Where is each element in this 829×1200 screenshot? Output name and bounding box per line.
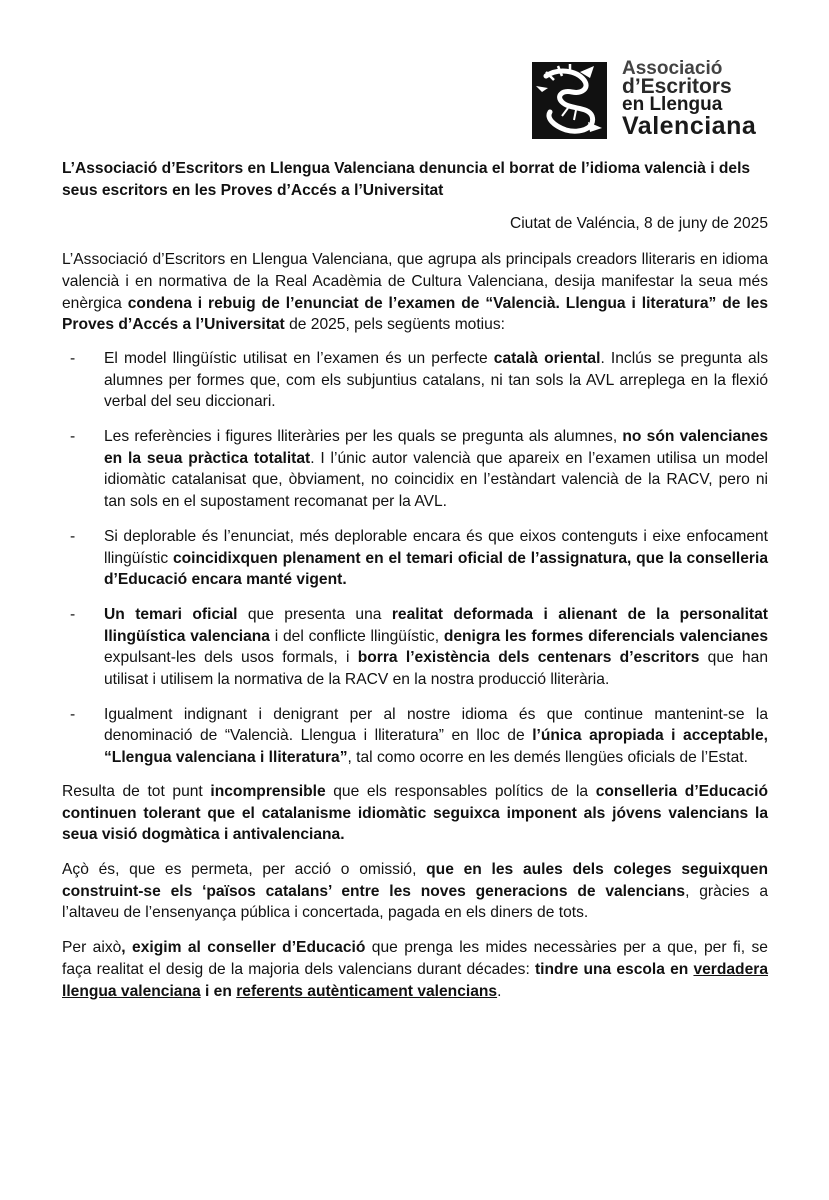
list-item-text [104,428,768,510]
list-item-text [104,706,768,766]
bold-text-run: i en [200,982,237,1000]
closing-paragraph-3 [62,937,768,1002]
association-logo [532,60,762,144]
bold-text-run: verdadera llengua valenciana [62,960,768,1000]
logo-line-4: Valenciana [622,112,757,140]
bold-text-run: borra l’existència dels centenars d’escritors [357,649,700,667]
text-run: de 2025, pels següents motius: [284,316,505,334]
list-item: - El model llingüístic utilisat en l’examen és un perfecte català oriental. Inclús se pregunta als alumnes per formes que, com els subjuntius catalans, ni tan sols la AVL arreplega en la flexió verbal del seu diccionari. [70,349,768,411]
document-title: L’Associació d’Escritors en Llengua Valenciana denuncia el borrat de l’idioma valencià i dels seus escritors en les Proves d’Accés a l’Universitat [62,160,751,199]
text-run: L’Associació d’Escritors en Llengua Valenciana, que agrupa als principals creadors lliteraris en idioma valencià i en normativa de la Real Acadèmia de Cultura Valenciana, desija manifestar la seua més enèrgica [62,251,768,312]
bold-text-run: denigra les formes diferencials valencianes [443,627,769,645]
bold-text-run: no són valencianes en la seua pràctica totalitat [104,428,768,467]
list-item: - Igualment indignant i denigrant per al nostre idioma és que continue mantenint-se la denominació de “Valencià. Llengua i lliteratura” en lloc de l’única apropiada i acceptable, “Llengua valenciana i lliteratura”, tal como ocorre en les demés llengües oficials de l’Estat. [70,705,768,767]
text-run: El model llingüístic utilisat en l’examen és un perfecte [104,349,494,367]
logo-line-3: en Llengua [622,94,723,115]
document-date: Ciutat de Valéncia, 8 de juny de 2025 [509,215,768,233]
logo-line-1: Associació [622,58,723,79]
bold-text-run: referents autènticament valencians [236,982,498,1000]
list-item: - Un temari oficial que presenta una realitat deformada i alienant de la personalitat llingüística valenciana i del conflicte llingüístic, denigra les formes diferencials valencianes expulsant-les dels usos formals, i borra l’existència dels centenars d’escritors que han utilisat i utilisem la normativa de la RACV en la nostra producció lliterària. [70,605,769,689]
text-run: . [497,982,502,1000]
bold-text-run: tindre una escola en [534,960,694,978]
bold-text-run: Un temari oficial [104,605,238,623]
text-run: Per això [62,939,122,957]
text-run: , gràcies a l’altaveu de l’ensenyança pública i concertada, pagada en els diners de tots. [62,882,768,922]
text-run: Si deplorable és l’enunciat, més deplorable encara és que eixos contenguts i eixe enfocament llingüístic [104,527,768,567]
text-run: . Inclús se pregunta als alumnes per formes que, com els subjuntius catalans, ni tan sols la AVL arreplega en la flexió verbal del seu diccionari. [104,349,768,411]
bold-text-run: que en les aules dels coleges seguixquen construint-se els ‘països catalans’ entre les noves generacions de valencians [62,860,768,900]
press-release-body [62,158,768,1002]
bold-text-run: l’única apropiada i acceptable, “Llengua valenciana i lliteratura” [104,727,768,767]
text-run: que han utilisat i utilisem la normativa de la RACV en la nostra producció lliterària. [104,649,768,689]
bold-text-run: , exigim al conseller d’Educació [121,939,366,957]
bold-text-run: català oriental [493,349,601,367]
closing-paragraph-1 [62,781,768,846]
bold-text-run: incomprensible [210,782,326,800]
text-run: que els responsables polítics de la [325,782,596,800]
list-item-text [104,528,768,588]
text-run: i del conflicte llingüístic, [269,627,444,645]
bold-text-run: condena i rebuig de l’enunciat de l’examen de “Valencià. Llengua i literatura” de les Proves d’Accés a l’Universitat [62,294,769,334]
text-run: Resulta de tot punt [62,782,211,800]
text-run: que presenta una [237,605,392,623]
text-run: que prenga les mides necessàries per a que, per fi, se faça realitat el desig de la majoria dels valencians durant décades: [62,939,768,978]
text-run: expulsant-les dels usos formals, i [104,649,358,667]
text-run: , tal como ocorre en les demés llengües oficials de l’Estat. [347,749,748,767]
logo-line-2: d’Escritors [622,75,732,98]
list-item: - Si deplorable és l’enunciat, més deplorable encara és que eixos contenguts i eixe enfocament llingüístic coincidixquen plenament en el temari oficial de l’assignatura, que la conselleria d’Educació encara manté vigent. [70,527,769,589]
closing-paragraph-2 [62,859,768,924]
text-run: . I l’únic autor valencià que apareix en l’examen utilisa un model idiomàtic catalanisat que, òbviament, no coincidix en l’estàndart valencià de la RACV, pero ni tan sols en el supostament recomanat per la AVL. [104,449,768,511]
list-item: - Les referències i figures lliteràries per les quals se pregunta als alumnes, no són valencianes en la seua pràctica totalitat. I l’únic autor valencià que apareix en l’examen utilisa un model idiomàtic catalanisat que, òbviament, no coincidix en l’estàndart valencià de la RACV, pero ni tan sols en el supostament recomanat per la AVL. [70,428,768,511]
bold-text-run: conselleria d’Educació continuen tolerant que el catalanisme idiomàtic seguixca imponent als jóvens valencians la seua visió dogmàtica i antivalenciana. [62,782,768,844]
text-run: Les referències i figures lliteràries per les quals se pregunta als alumnes, [104,428,623,446]
bold-text-run: realitat deformada i alienant de la personalitat llingüística valenciana [104,605,768,645]
bold-text-run: coincidixquen plenament en el temari oficial de l’assignatura, que la conselleria d’Educació encara manté vigent. [104,549,769,589]
intro-paragraph [62,249,768,336]
motives-list [62,348,768,769]
list-item-text [104,350,768,410]
dragon-emblem-icon [532,62,607,139]
text-run: Igualment indignant i denigrant per al nostre idioma és que continue mantenint-se la denominació de “Valencià. Llengua i lliteratura” en lloc de [104,705,768,745]
logo-wordmark [622,60,756,138]
text-run: Açò és, que es permeta, per acció o omissió, [62,860,427,878]
list-item-text [104,606,768,688]
